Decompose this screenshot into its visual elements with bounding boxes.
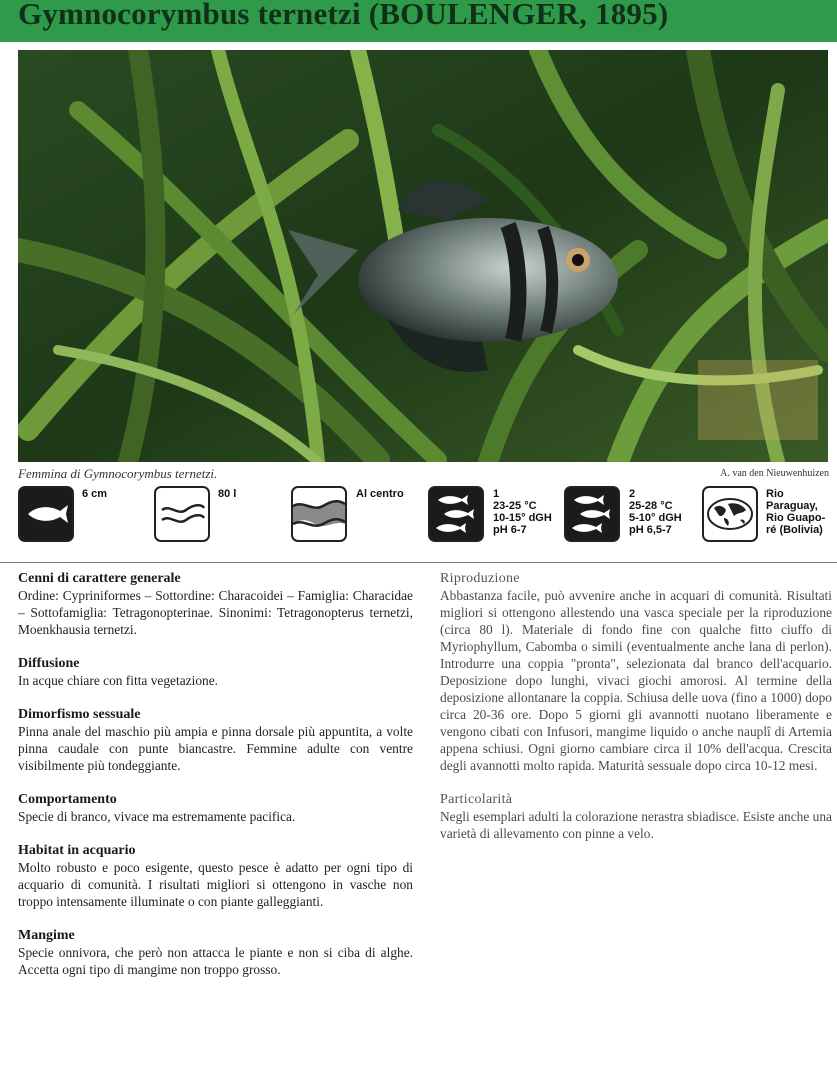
group1-temp: 23-25 °C (493, 500, 537, 512)
photo-credit: A. van den Nieuwenhuizen (720, 468, 829, 479)
origin-line-2: Paraguay, (766, 500, 818, 512)
group2-num: 2 (629, 488, 636, 500)
fish-size-icon (18, 486, 74, 542)
section-distribution (18, 655, 413, 689)
origin-line-1: Rio (766, 488, 784, 500)
section-heading: Mangime (18, 928, 75, 943)
section-general (18, 570, 413, 638)
section-heading: Diffusione (18, 656, 80, 671)
section-heading: Riproduzione (440, 571, 520, 586)
photo-caption: Femmina di Gymnocorymbus ternetzi. (18, 466, 218, 481)
section-text: In acque chiare con fitta vegetazione. (18, 673, 219, 688)
section-dimorphism (18, 706, 413, 774)
group1-gh: 10-15° dGH (493, 512, 552, 524)
origin-details (766, 488, 825, 536)
school-fish-icon-2 (564, 486, 620, 542)
section-particularities (440, 791, 832, 842)
group2-temp: 25-28 °C (629, 500, 673, 512)
origin-line-3: Rio Guapo- (766, 512, 826, 524)
level-label: Al centro (356, 488, 404, 500)
aquarium-volume-icon (154, 486, 210, 542)
section-text: Specie di branco, vivace ma estremamente pacifica. (18, 809, 296, 824)
section-text: Molto robusto e poco esigente, questo pesce è adatto per ogni tipo di acquario di comunità. I risultati migliori si ottengono in vasche non troppo intensamente illuminate o con piante galleggianti. (18, 860, 413, 909)
section-behaviour (18, 791, 413, 825)
divider (0, 562, 837, 563)
group1-num: 1 (493, 488, 500, 500)
title-bar (0, 0, 837, 42)
section-text: Pinna anale del maschio più ampia e pinna dorsale più appuntita, a volte pinna caudale con punte biancastre. Femmine adulte con ventre visibilmente più tondeggiante. (18, 724, 413, 773)
section-heading: Particolarità (440, 792, 513, 807)
school-fish-icon-1 (428, 486, 484, 542)
group2-details (629, 488, 682, 536)
group2-ph: pH 6,5-7 (629, 524, 672, 536)
right-column (440, 570, 832, 859)
size-label: 6 cm (82, 488, 108, 500)
volume-label: 80 l (218, 488, 237, 500)
group2-gh: 5-10° dGH (629, 512, 682, 524)
left-column (18, 570, 413, 995)
section-heading: Cenni di carattere generale (18, 571, 181, 586)
info-icons (18, 486, 830, 550)
fish-photo (18, 50, 828, 462)
section-heading: Dimorfismo sessuale (18, 707, 141, 722)
section-text: Abbastanza facile, può avvenire anche in acquari di comunità. Risultati migliori si ottengono allestendo una vasca speciale per la riproduzione (circa 80 l). Materiale di fondo fine con qualche fitto ciuffo di Myriophyllum, Cabomba o simili (eventualmente anche lana di perlon). Introdurre una coppia "pronta", selezionata dal branco dell'acquario. Deposizione dopo lunghi, vivaci giochi amorosi. Al termine della deposizione allontanare la coppia. Schiusa delle uova (fino a 1000) dopo circa 20-36 ore. Dopo 5 giorni gli avannotti nuotano liberamente e vengono cibati con Infusori, mangime liquido o anche nauplî di Artemia appena schiusi. Ogni giorno cambiare circa il 10% dell'acqua. Crescita degli avannotti molto rapida. Maturità sessuale dopo circa 10-12 mesi. (440, 588, 832, 773)
section-food (18, 927, 413, 978)
section-reproduction (440, 570, 832, 774)
group1-details (493, 488, 552, 536)
origin-line-4: ré (Bolivia) (766, 524, 823, 536)
section-habitat (18, 842, 413, 910)
swim-level-icon (291, 486, 347, 542)
page-title: Gymnocorymbus ternetzi (BOULENGER, 1895) (18, 0, 669, 31)
section-heading: Comportamento (18, 792, 117, 807)
group1-ph: pH 6-7 (493, 524, 527, 536)
section-heading: Habitat in acquario (18, 843, 136, 858)
section-text: Negli esemplari adulti la colorazione nerastra sbiadisce. Esiste anche una varietà di allevamento con pinne a velo. (440, 809, 832, 841)
world-map-icon (702, 486, 758, 542)
section-text: Specie onnivora, che però non attacca le piante e non si ciba di alghe. Accetta ogni tipo di mangime non troppo grosso. (18, 945, 413, 977)
section-text: Ordine: Cypriniformes – Sottordine: Characoidei – Famiglia: Characidae – Sottofamiglia: Tetragonopterinae. Sinonimi: Tetragonopterus ternetzi, Moenkhausia ternetzi. (18, 588, 413, 637)
